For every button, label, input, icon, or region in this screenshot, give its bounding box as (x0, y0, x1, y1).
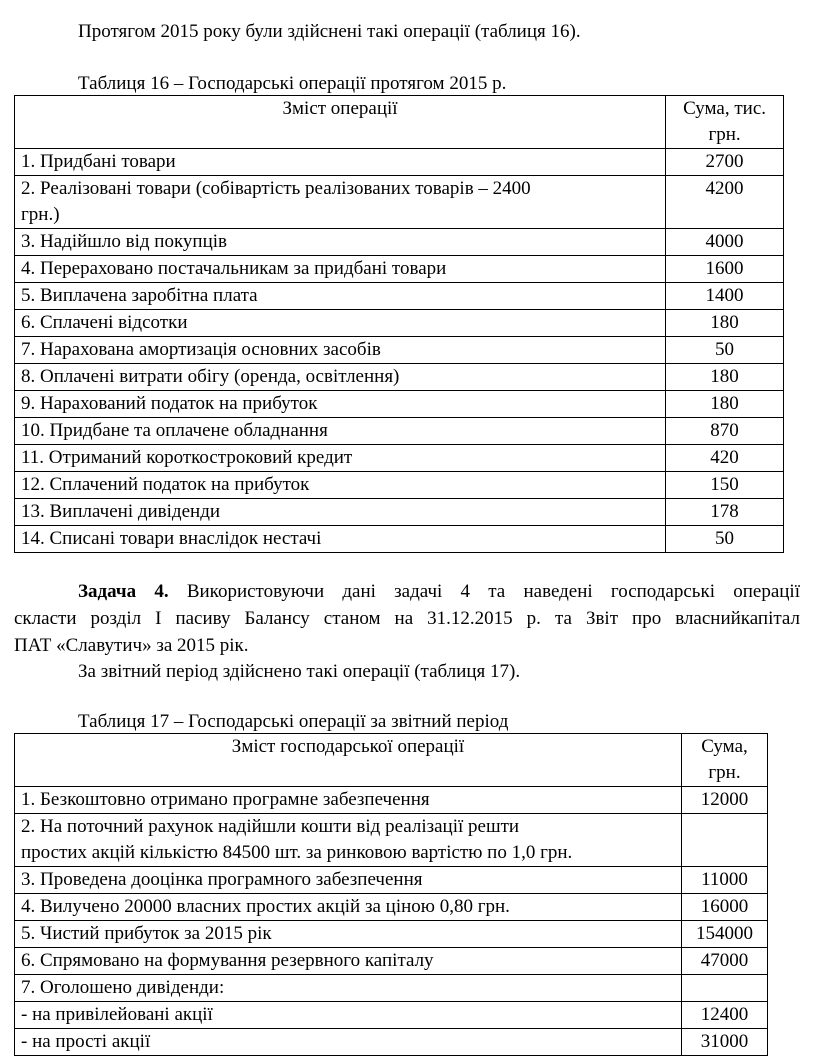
operation-amount: 180 (666, 364, 784, 391)
table-row (15, 787, 768, 814)
task4-label: Задача 4. (78, 581, 169, 602)
task4-line4: За звітний період здійснено такі операції (таблиця 17). (78, 661, 521, 682)
table-row (15, 229, 784, 256)
operation-text: 12. Сплачений податок на прибуток (15, 472, 666, 499)
table17-header-row (15, 734, 768, 787)
table-row (15, 975, 768, 1002)
table-row (15, 256, 784, 283)
operation-text: 5. Виплачена заробітна плата (15, 283, 666, 310)
table-row (15, 894, 768, 921)
operation-amount: 16000 (682, 894, 768, 921)
table-row (15, 391, 784, 418)
operation-text: 2. Реалізовані товари (собівартість реалізованих товарів – 2400 грн.) (15, 176, 666, 229)
table-row (15, 948, 768, 975)
operation-amount: 12000 (682, 787, 768, 814)
operation-amount: 1400 (666, 283, 784, 310)
operation-text: 7. Нарахована амортизація основних засобів (15, 337, 666, 364)
operation-text: 4. Перераховано постачальникам за придбані товари (15, 256, 666, 283)
table16-header-amount: Сума, тис. грн. (666, 96, 784, 149)
operation-text: 2. На поточний рахунок надійшли кошти від реалізації решти простих акцій кількістю 84500 шт. за ринковою вартістю по 1,0 грн. (15, 814, 682, 867)
operation-amount: 180 (666, 310, 784, 337)
operation-amount: 4200 (666, 176, 784, 229)
operation-text: 1. Придбані товари (15, 149, 666, 176)
task4-line3: ПАТ «Славутич» за 2015 рік. (14, 635, 249, 656)
table16-header-row (15, 96, 784, 149)
operation-amount: 2700 (666, 149, 784, 176)
table-row (15, 364, 784, 391)
operation-amount: 31000 (682, 1029, 768, 1056)
operation-text: 6. Сплачені відсотки (15, 310, 666, 337)
operation-amount: 50 (666, 337, 784, 364)
operation-amount: 420 (666, 445, 784, 472)
operation-text: 14. Списані товари внаслідок нестачі (15, 526, 666, 553)
table-row (15, 149, 784, 176)
table-row (15, 472, 784, 499)
operation-amount: 12400 (682, 1002, 768, 1029)
operation-amount (682, 814, 768, 867)
operation-amount: 870 (666, 418, 784, 445)
operation-text: 10. Придбане та оплачене обладнання (15, 418, 666, 445)
table17-caption: Таблиця 17 – Господарські операції за звітний період (78, 711, 509, 732)
table-row (15, 337, 784, 364)
table-row (15, 418, 784, 445)
operation-amount: 4000 (666, 229, 784, 256)
table-row (15, 310, 784, 337)
operation-text: 3. Надійшло від покупців (15, 229, 666, 256)
intro-paragraph: Протягом 2015 року були здійснені такі операції (таблиця 16). (78, 21, 581, 42)
operation-amount: 50 (666, 526, 784, 553)
operation-text: 3. Проведена дооцінка програмного забезпечення (15, 867, 682, 894)
operation-amount: 150 (666, 472, 784, 499)
operation-amount: 180 (666, 391, 784, 418)
table17 (14, 733, 768, 1056)
table-row (15, 445, 784, 472)
operation-amount: 1600 (666, 256, 784, 283)
operation-amount: 154000 (682, 921, 768, 948)
table16-caption: Таблиця 16 – Господарські операції протягом 2015 р. (78, 73, 507, 94)
operation-text: - на прості акції (15, 1029, 682, 1056)
table16 (14, 95, 784, 553)
table-row (15, 921, 768, 948)
table-row (15, 176, 784, 229)
operation-amount (682, 975, 768, 1002)
operation-text: 7. Оголошено дивіденди: (15, 975, 682, 1002)
operation-text: 9. Нарахований податок на прибуток (15, 391, 666, 418)
table-row (15, 867, 768, 894)
operation-amount: 178 (666, 499, 784, 526)
table17-header-amount: Сума, грн. (682, 734, 768, 787)
table-row (15, 1029, 768, 1056)
operation-amount: 47000 (682, 948, 768, 975)
task4-line2: скласти розділ I пасиву Балансу станом на 31.12.2015 р. та Звіт про власнийкапітал (14, 608, 800, 629)
task4-line1: Задача 4. Використовуючи дані задачі 4 та наведені господарські операції (78, 581, 800, 602)
operation-text: 1. Безкоштовно отримано програмне забезпечення (15, 787, 682, 814)
operation-text: 13. Виплачені дивіденди (15, 499, 666, 526)
operation-text: - на привілейовані акції (15, 1002, 682, 1029)
operation-text: 11. Отриманий короткостроковий кредит (15, 445, 666, 472)
operation-text: 8. Оплачені витрати обігу (оренда, освітлення) (15, 364, 666, 391)
table-row (15, 526, 784, 553)
table16-header-content: Зміст операції (15, 96, 666, 149)
operation-text: 4. Вилучено 20000 власних простих акцій за ціною 0,80 грн. (15, 894, 682, 921)
operation-text: 6. Спрямовано на формування резервного капіталу (15, 948, 682, 975)
table-row (15, 283, 784, 310)
table-row (15, 1002, 768, 1029)
table-row (15, 814, 768, 867)
table17-header-content: Зміст господарської операції (15, 734, 682, 787)
operation-amount: 11000 (682, 867, 768, 894)
table-row (15, 499, 784, 526)
operation-text: 5. Чистий прибуток за 2015 рік (15, 921, 682, 948)
